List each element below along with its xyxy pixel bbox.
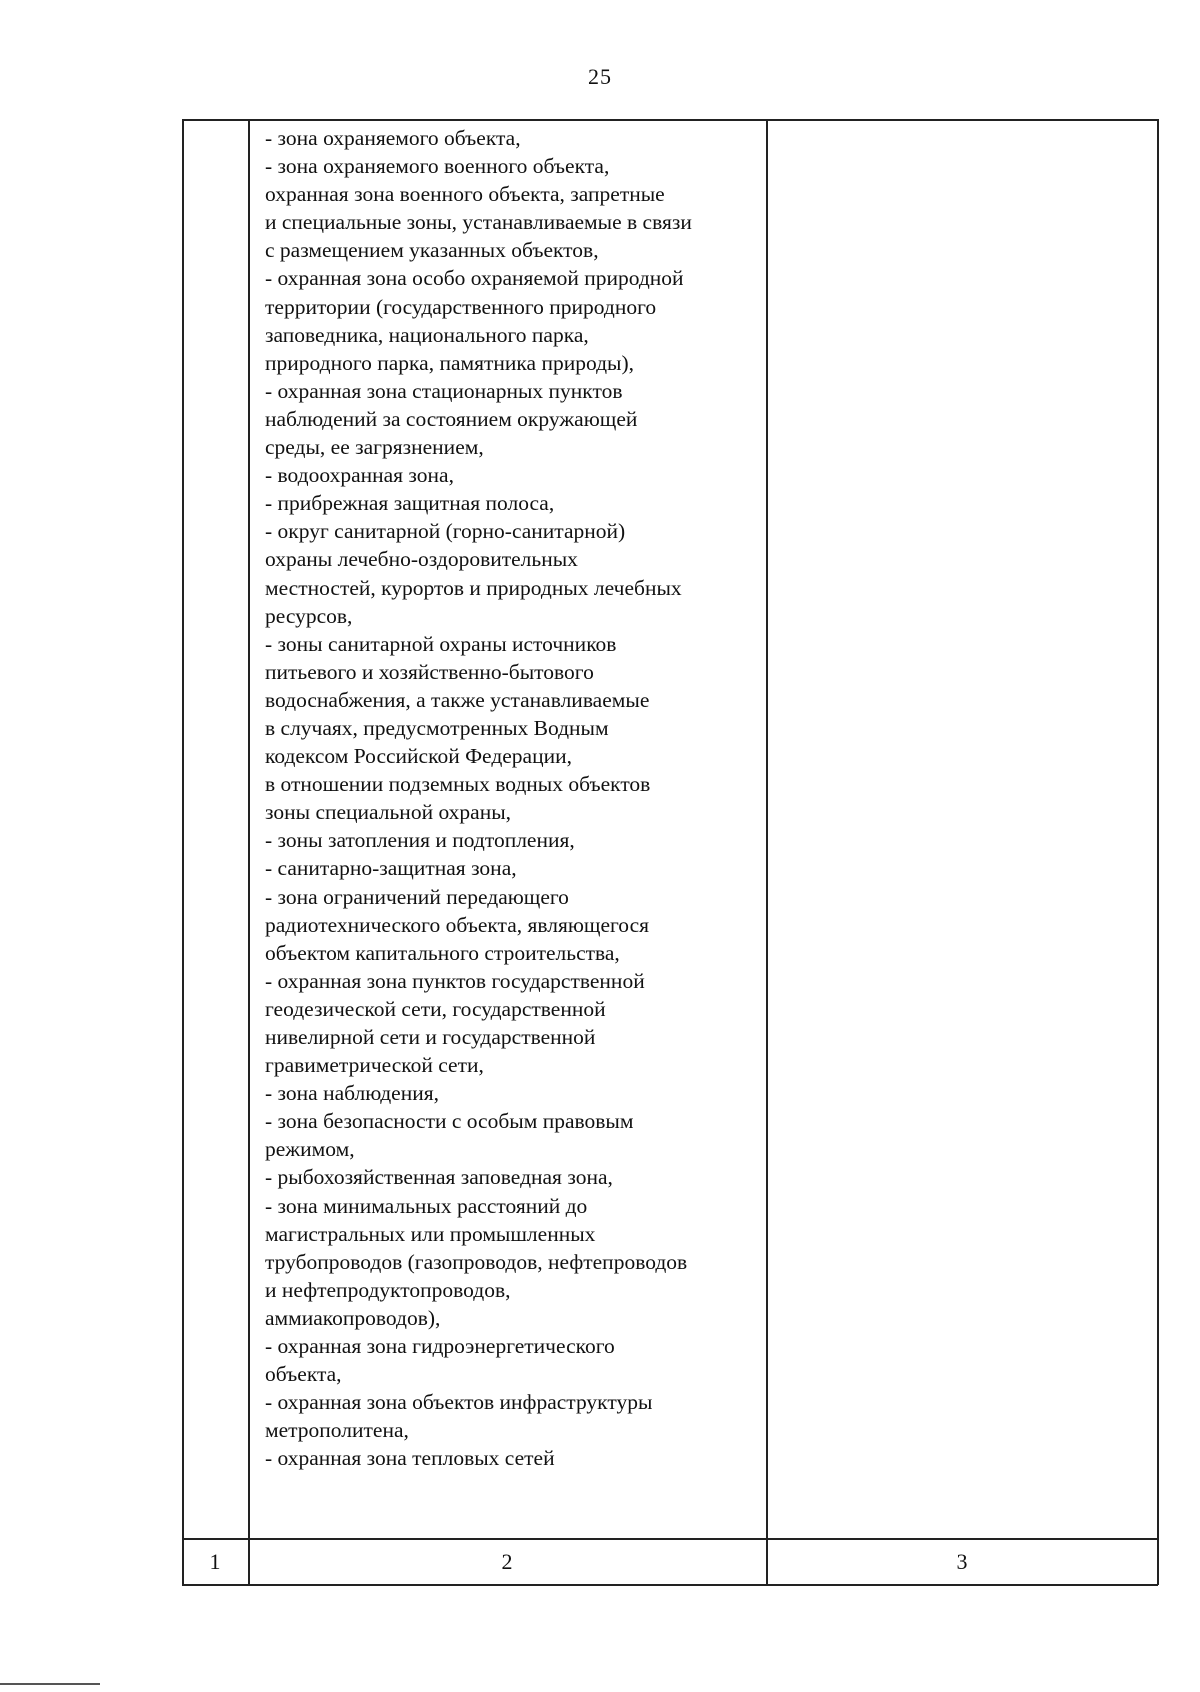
zone-list-line: - зона минимальных расстояний до <box>265 1193 588 1218</box>
zone-list-line: - зона наблюдения, <box>265 1081 439 1106</box>
zone-list-line: охраны лечебно-оздоровительных <box>265 547 578 572</box>
zone-list-line: - округ санитарной (горно-санитарной) <box>265 519 626 544</box>
zone-list-line: - охранная зона особо охраняемой природной <box>265 266 684 291</box>
zone-list-line: водоснабжения, а также устанавливаемые <box>265 687 650 712</box>
footer-scan-mark <box>0 1683 100 1685</box>
zone-list-line: объекта, <box>265 1362 342 1387</box>
zone-list <box>265 124 770 1473</box>
zone-list-line: в случаях, предусмотренных Водным <box>265 715 609 740</box>
zone-list-line: нивелирной сети и государственной <box>265 1025 596 1049</box>
zone-list-line: заповедника, национального парка, <box>265 322 589 347</box>
table-right-border <box>1157 119 1159 1585</box>
table-column-divider-1 <box>248 119 250 1585</box>
zone-list-line: - санитарно-защитная зона, <box>265 856 517 881</box>
column-number-2: 2 <box>501 1549 513 1574</box>
zone-list-line: зоны специальной охраны, <box>265 800 512 825</box>
zone-list-line: кодексом Российской Федерации, <box>265 744 572 769</box>
zone-list-line: - охранная зона стационарных пунктов <box>265 378 623 403</box>
zone-list-line: и специальные зоны, устанавливаемые в связи <box>265 210 692 235</box>
table-row-divider <box>182 1538 1158 1540</box>
zone-list-line: радиотехнического объекта, являющегося <box>265 912 650 937</box>
zone-list-line: трубопроводов (газопроводов, нефтепроводов <box>265 1249 688 1274</box>
zone-list-line: метрополитена, <box>265 1418 409 1443</box>
zone-list-line: - охранная зона объектов инфраструктуры <box>265 1390 653 1415</box>
zone-list-line: наблюдений за состоянием окружающей <box>265 406 638 431</box>
zone-list-line: гравиметрической сети, <box>265 1053 484 1078</box>
table-top-border <box>182 119 1158 121</box>
zone-list-line: ресурсов, <box>265 603 353 628</box>
zone-list-line: геодезической сети, государственной <box>265 996 606 1021</box>
zone-list-line: - зона охраняемого объекта, <box>265 126 521 150</box>
zone-list-line: местностей, курортов и природных лечебных <box>265 575 682 600</box>
zone-list-line: природного парка, памятника природы), <box>265 350 635 375</box>
zone-list-line: территории (государственного природного <box>265 294 657 319</box>
column-number-1: 1 <box>209 1549 221 1574</box>
zone-list-line: в отношении подземных водных объектов <box>265 772 651 797</box>
table-bottom-border <box>182 1584 1158 1586</box>
zone-list-line: аммиакопроводов), <box>265 1305 441 1330</box>
zone-list-line: среды, ее загрязнением, <box>265 435 484 460</box>
zone-list-line: - рыбохозяйственная заповедная зона, <box>265 1165 613 1190</box>
zone-list-line: - зоны затопления и подтопления, <box>265 828 575 853</box>
zone-list-line: - водоохранная зона, <box>265 463 454 488</box>
zone-list-line: - зона охраняемого военного объекта, <box>265 154 610 179</box>
zone-list-line: режимом, <box>265 1137 355 1162</box>
zone-list-line: охранная зона военного объекта, запретные <box>265 182 665 207</box>
zone-list-line: с размещением указанных объектов, <box>265 238 599 263</box>
zone-list-line: - охранная зона пунктов государственной <box>265 968 645 993</box>
zone-list-line: - зона ограничений передающего <box>265 884 569 909</box>
zone-list-line: - охранная зона гидроэнергетического <box>265 1334 615 1359</box>
zone-list-line: - зоны санитарной охраны источников <box>265 631 617 656</box>
zone-list-line: магистральных или промышленных <box>265 1221 596 1246</box>
zone-list-line: объектом капитального строительства, <box>265 940 620 965</box>
table-left-border <box>182 119 184 1585</box>
column-number-3: 3 <box>956 1549 968 1574</box>
page-number: 25 <box>588 64 612 89</box>
zone-list-line: и нефтепродуктопроводов, <box>265 1277 511 1302</box>
zone-list-line: питьевого и хозяйственно-бытового <box>265 659 594 684</box>
zone-list-line: - прибрежная защитная полоса, <box>265 491 555 516</box>
zone-list-line: - зона безопасности с особым правовым <box>265 1109 634 1134</box>
zone-list-line: - охранная зона тепловых сетей <box>265 1446 555 1471</box>
